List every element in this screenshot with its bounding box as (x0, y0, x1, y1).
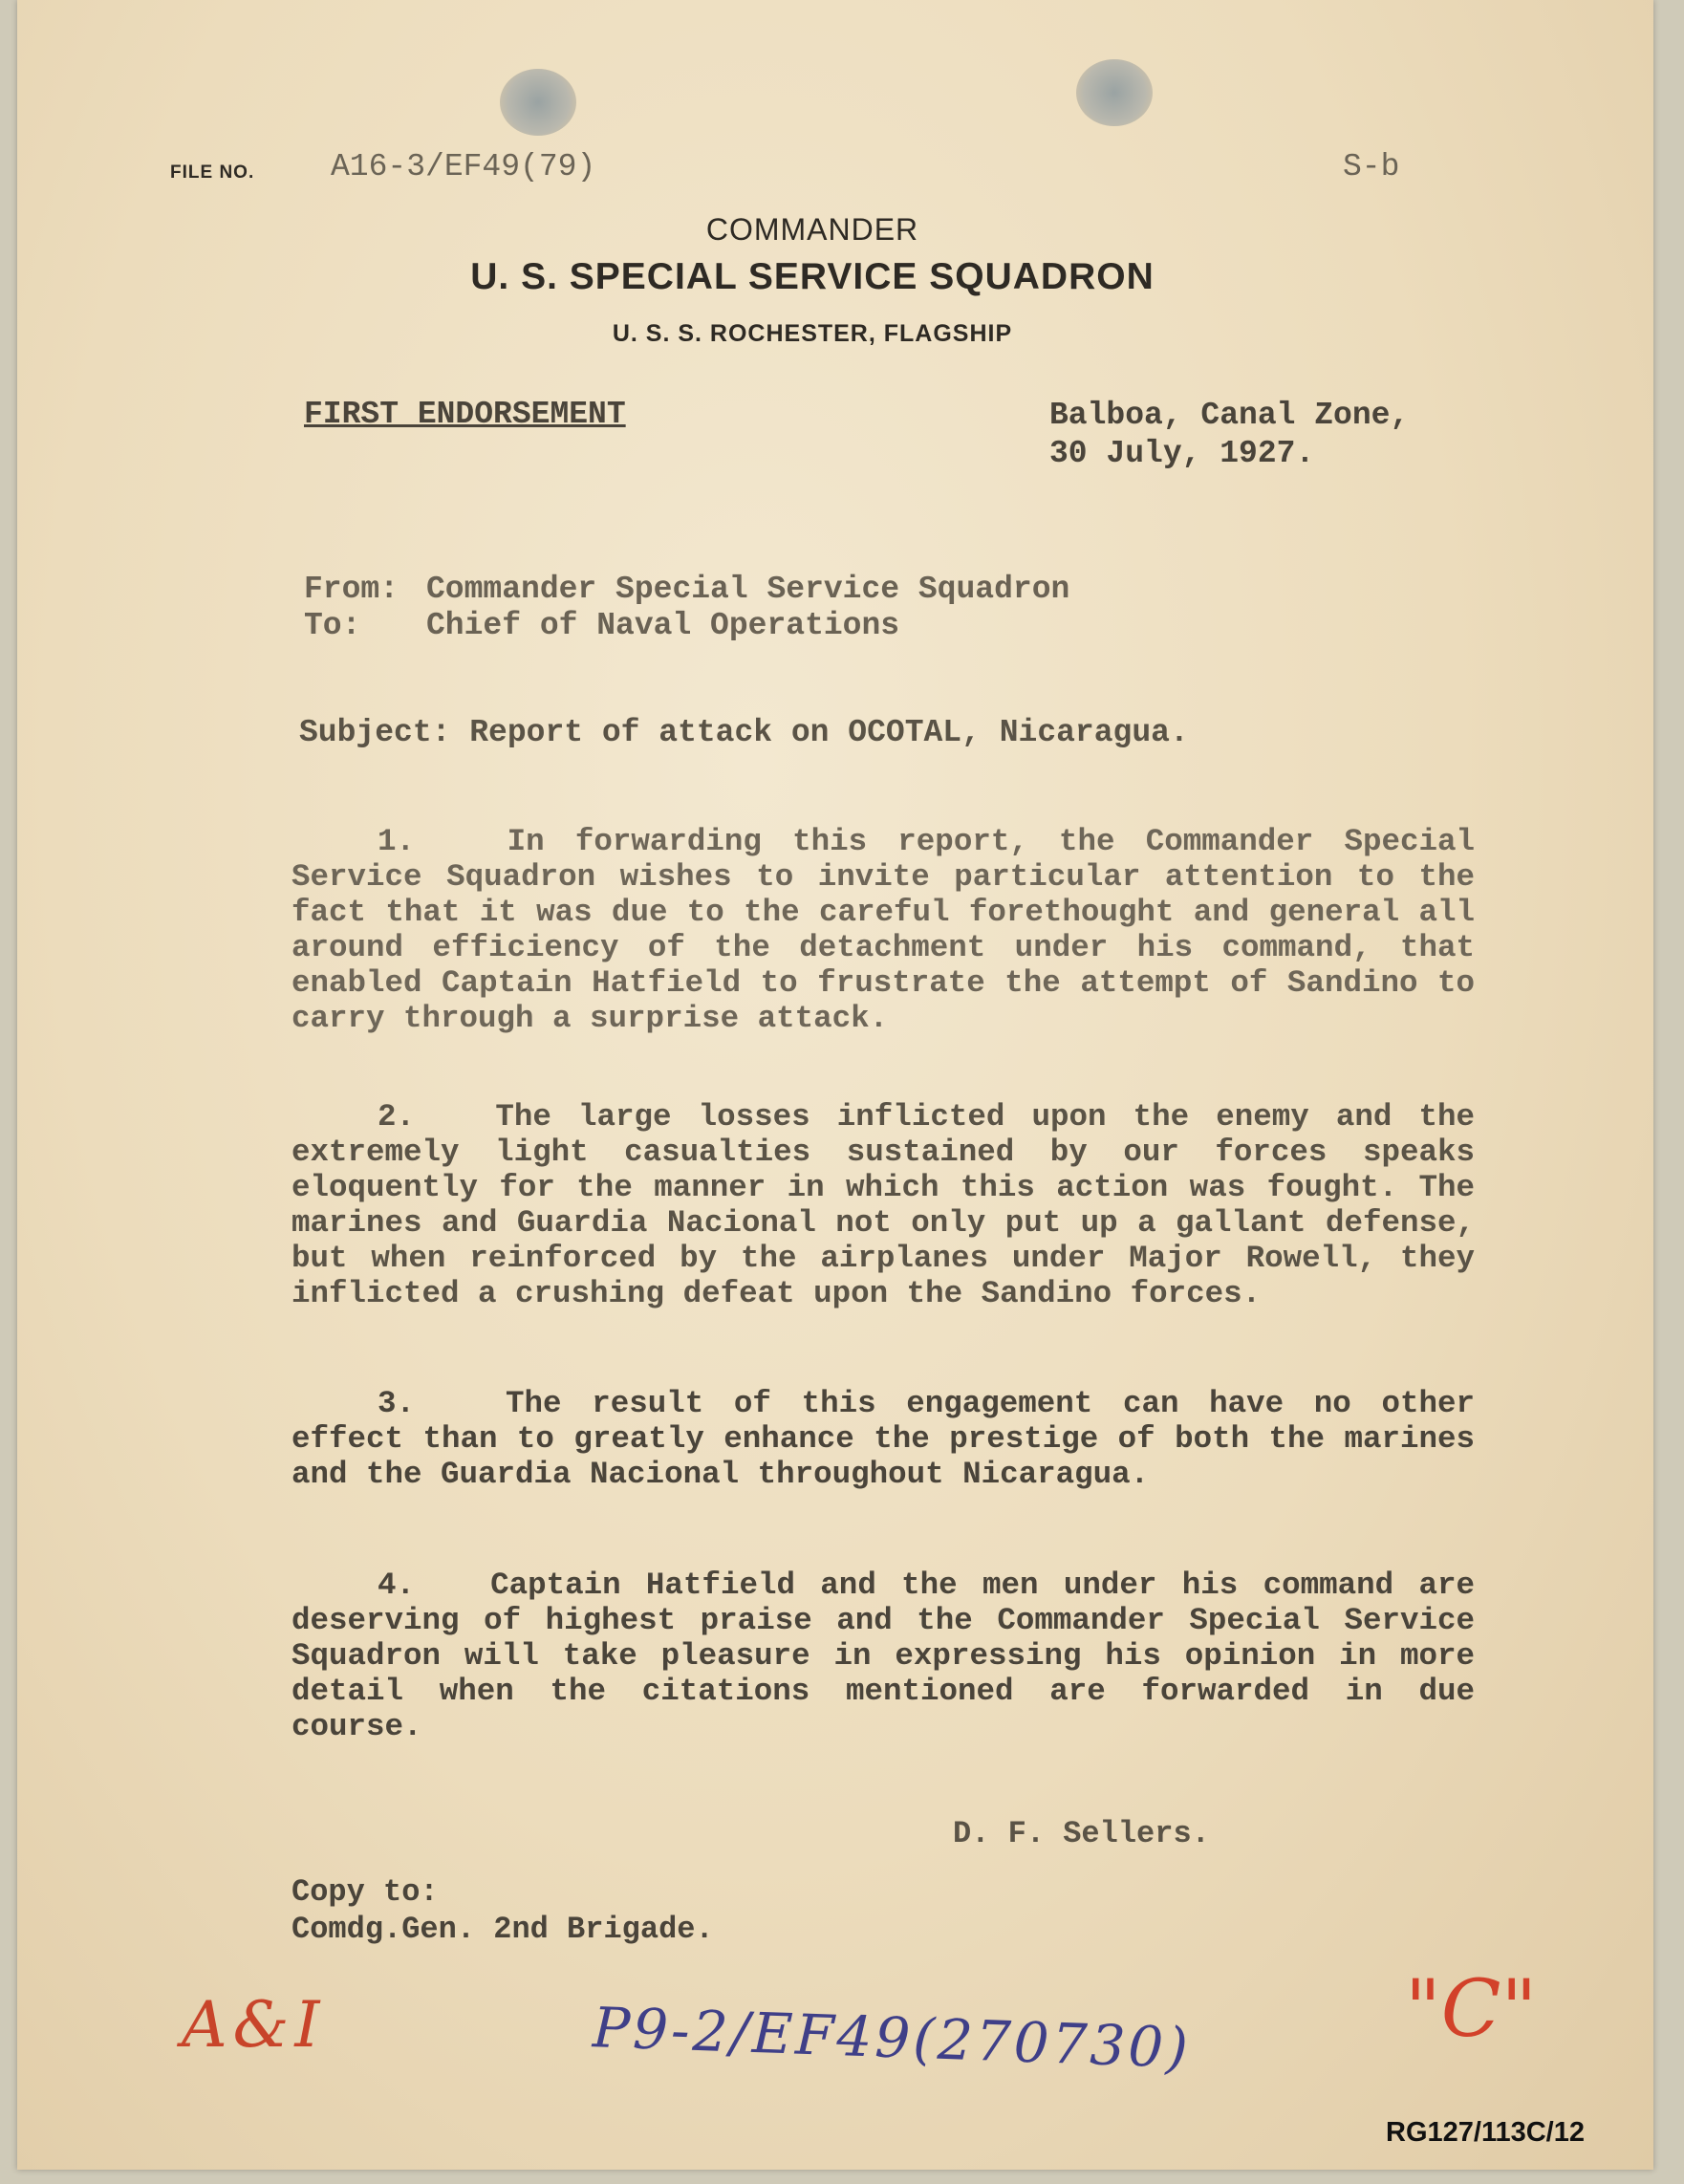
paragraph-text: The result of this engagement can have no other effect than to greatly enhance the prestige of both the marines and the Guardia Nacional throughout Nicaragua. (291, 1386, 1475, 1492)
handwritten-mark-left: A&I (182, 1988, 326, 2062)
paragraph-text: The large losses inflicted upon the enemy and the extremely light casualties sustained by our forces speaks eloquently for the manner in which this action was fought. The marines and Guardia Nacional not only put up a gallant defense, but when reinforced by the airplanes under Major Rowell, they inflicted a crushing defeat upon the Sandino forces. (291, 1099, 1476, 1311)
signature: D. F. Sellers. (953, 1816, 1210, 1851)
paragraph-1 (291, 824, 1475, 1036)
to-value: Chief of Naval Operations (426, 608, 900, 643)
copy-label: Copy to: (291, 1874, 439, 1910)
letterhead-office: COMMANDER (705, 212, 919, 247)
routing-block (304, 572, 1069, 644)
file-label: FILE NO. (170, 162, 255, 183)
letterhead-flagship: U. S. S. ROCHESTER, FLAGSHIP (612, 320, 1013, 347)
endorsement-title: FIRST ENDORSEMENT (304, 397, 626, 432)
place: Balboa, Canal Zone, (1049, 398, 1410, 433)
file-number: A16-3/EF49(79) (331, 149, 596, 184)
paragraph-4 (291, 1568, 1475, 1744)
copy-to-block (291, 1873, 714, 1948)
punch-hole (1076, 59, 1153, 126)
sheet-code: S-b (1343, 149, 1400, 184)
subject-line: Subject: Report of attack on OCOTAL, Nicaragua. (299, 715, 1189, 750)
letterhead-squadron: U. S. SPECIAL SERVICE SQUADRON (470, 256, 1155, 297)
copy-recipient: Comdg.Gen. 2nd Brigade. (291, 1912, 714, 1947)
from-label: From: (304, 572, 399, 607)
paragraph-number: 4. (378, 1568, 416, 1603)
paragraph-text: In forwarding this report, the Commander Special Service Squadron wishes to invite particular attention to the fact that it was due to the careful forethought and general all around efficiency of the detachment under his command, that enabled Captain Hatfield to frustrate the attempt of Sandino to carry through a surprise attack. (291, 824, 1476, 1036)
paragraph-number: 2. (378, 1099, 416, 1135)
paragraph-text: Captain Hatfield and the men under his command are deserving of highest praise and the Commander Special Service Squadron will take pleasure in expressing his opinion in more detail when the citations mentioned are forwarded in due course. (291, 1568, 1475, 1744)
paragraph-2 (291, 1099, 1475, 1311)
from-value: Commander Special Service Squadron (426, 572, 1070, 607)
to-label: To: (304, 608, 361, 643)
punch-hole (500, 69, 576, 136)
place-date (1049, 397, 1409, 473)
date: 30 July, 1927. (1049, 436, 1315, 471)
handwritten-file-number: P9-2/EF49(270730) (592, 1995, 1193, 2081)
paragraph-number: 3. (378, 1386, 416, 1421)
archive-reference: RG127/113C/12 (1386, 2117, 1585, 2148)
paragraph-number: 1. (378, 824, 416, 859)
handwritten-mark-right: "C" (1405, 1964, 1538, 2055)
paragraph-3 (291, 1386, 1475, 1492)
